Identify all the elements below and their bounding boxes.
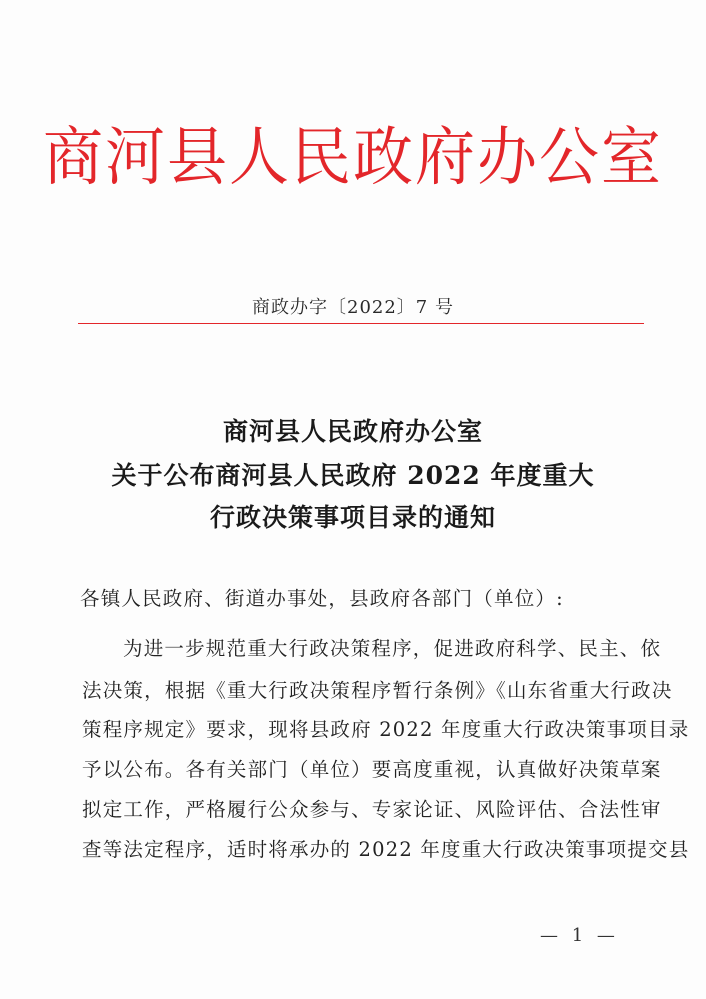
title-line-1: 商河县人民政府办公室	[222, 417, 483, 446]
body-line: 查等法定程序，适时将承办的 2022 年度重大行政决策事项提交县	[82, 838, 690, 861]
issuing-organization-header: 商河县人民政府办公室	[43, 120, 663, 196]
body-line: 策程序规定》要求，现将县政府 2022 年度重大行政决策事项目录	[82, 718, 690, 741]
body-line: 拟定工作，严格履行公众参与、专家论证、风险评估、合法性审	[82, 798, 662, 821]
body-line: 予以公布。各有关部门（单位）要高度重视，认真做好决策草案	[82, 758, 662, 781]
addressee-line: 各镇人民政府、街道办事处，县政府各部门（单位）:	[80, 587, 564, 610]
document-number: 商政办字〔2022〕7 号	[252, 297, 454, 318]
body-line: 法决策，根据《重大行政决策程序暂行条例》《山东省重大行政决	[82, 679, 673, 702]
page-number: — 1 —	[540, 925, 619, 946]
body-line: 为进一步规范重大行政决策程序，促进政府科学、民主、依	[123, 637, 662, 660]
title-line-3: 行政决策事项目录的通知	[209, 503, 496, 532]
title-line-2: 关于公布商河县人民政府 2022 年度重大	[111, 461, 595, 490]
red-divider-line	[78, 323, 644, 324]
